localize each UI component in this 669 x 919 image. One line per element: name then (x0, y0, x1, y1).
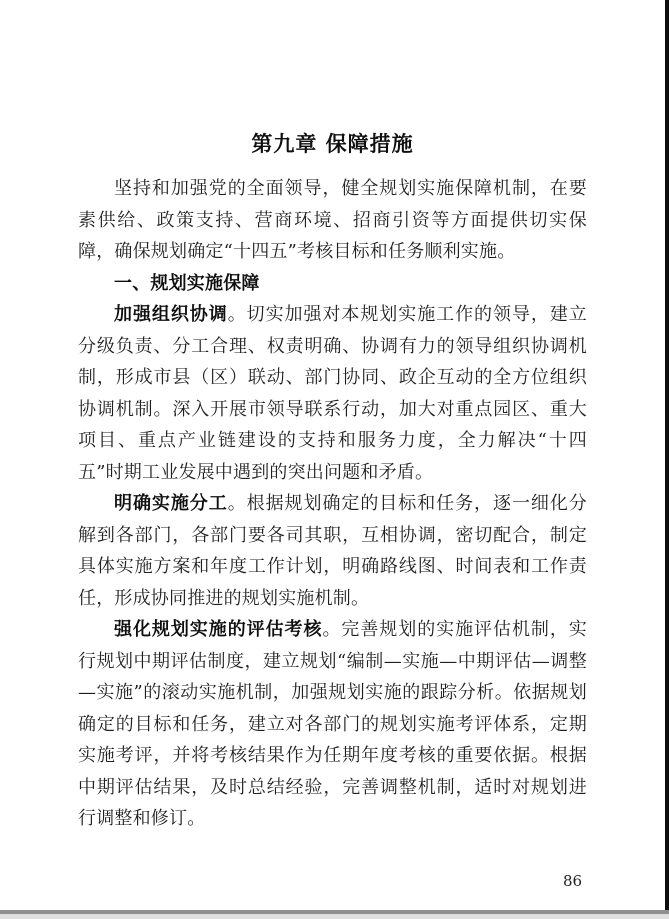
paragraph-text: 。根据规划确定的目标和任务，逐一细化分解到各部门，各部门要各司其职，互相协调，密切配合，制定具体实施方案和年度工作计划，明确路线图、时间表和工作责任，形成协同推进的规划实施机制。 (78, 493, 587, 609)
body-text (78, 173, 587, 835)
scan-edge-right (665, 0, 669, 912)
scan-edge-bottom-light (0, 914, 669, 919)
section-heading: 一、规划实施保障 (114, 272, 260, 294)
paragraph-lead: 明确实施分工 (114, 493, 228, 514)
paragraph-organization-coordination (78, 299, 587, 488)
page-number: 86 (563, 872, 583, 890)
paragraph-lead: 加强组织协调 (114, 304, 228, 325)
page-content (78, 0, 587, 835)
paragraph-lead: 强化规划实施的评估考核 (114, 619, 323, 640)
intro-paragraph: 坚持和加强党的全面领导，健全规划实施保障机制，在要素供给、政策支持、营商环境、招商引资等方面提供切实保障，确保规划确定“十四五”考核目标和任务顺利实施。 (78, 178, 587, 262)
paragraph-text: 。切实加强对本规划实施工作的领导，建立分级负责、分工合理、权责明确、协调有力的领导组织协调机制，形成市县（区）联动、部门协同、政企互动的全方位组织协调机制。深入开展市领导联系行动，加大对重点园区、重大项目、重点产业链建设的支持和服务力度，全力解决“十四五”时期工业发展中遇到的突出问题和矛盾。 (78, 304, 587, 483)
chapter-title: 第九章 保障措施 (251, 132, 414, 156)
paragraph-implementation-division (78, 488, 587, 614)
paragraph-evaluation-assessment (78, 614, 587, 835)
paragraph-text: 。完善规划的实施评估机制，实行规划中期评估制度，建立规划“编制—实施—中期评估—调整—实施”的滚动实施机制，加强规划实施的跟踪分析。依据规划确定的目标和任务，建立对各部门的规划实施考评体系，定期实施考评，并将考核结果作为任期年度考核的重要依据。根据中期评估结果，及时总结经验，完善调整机制，适时对规划进行调整和修订。 (78, 619, 587, 829)
